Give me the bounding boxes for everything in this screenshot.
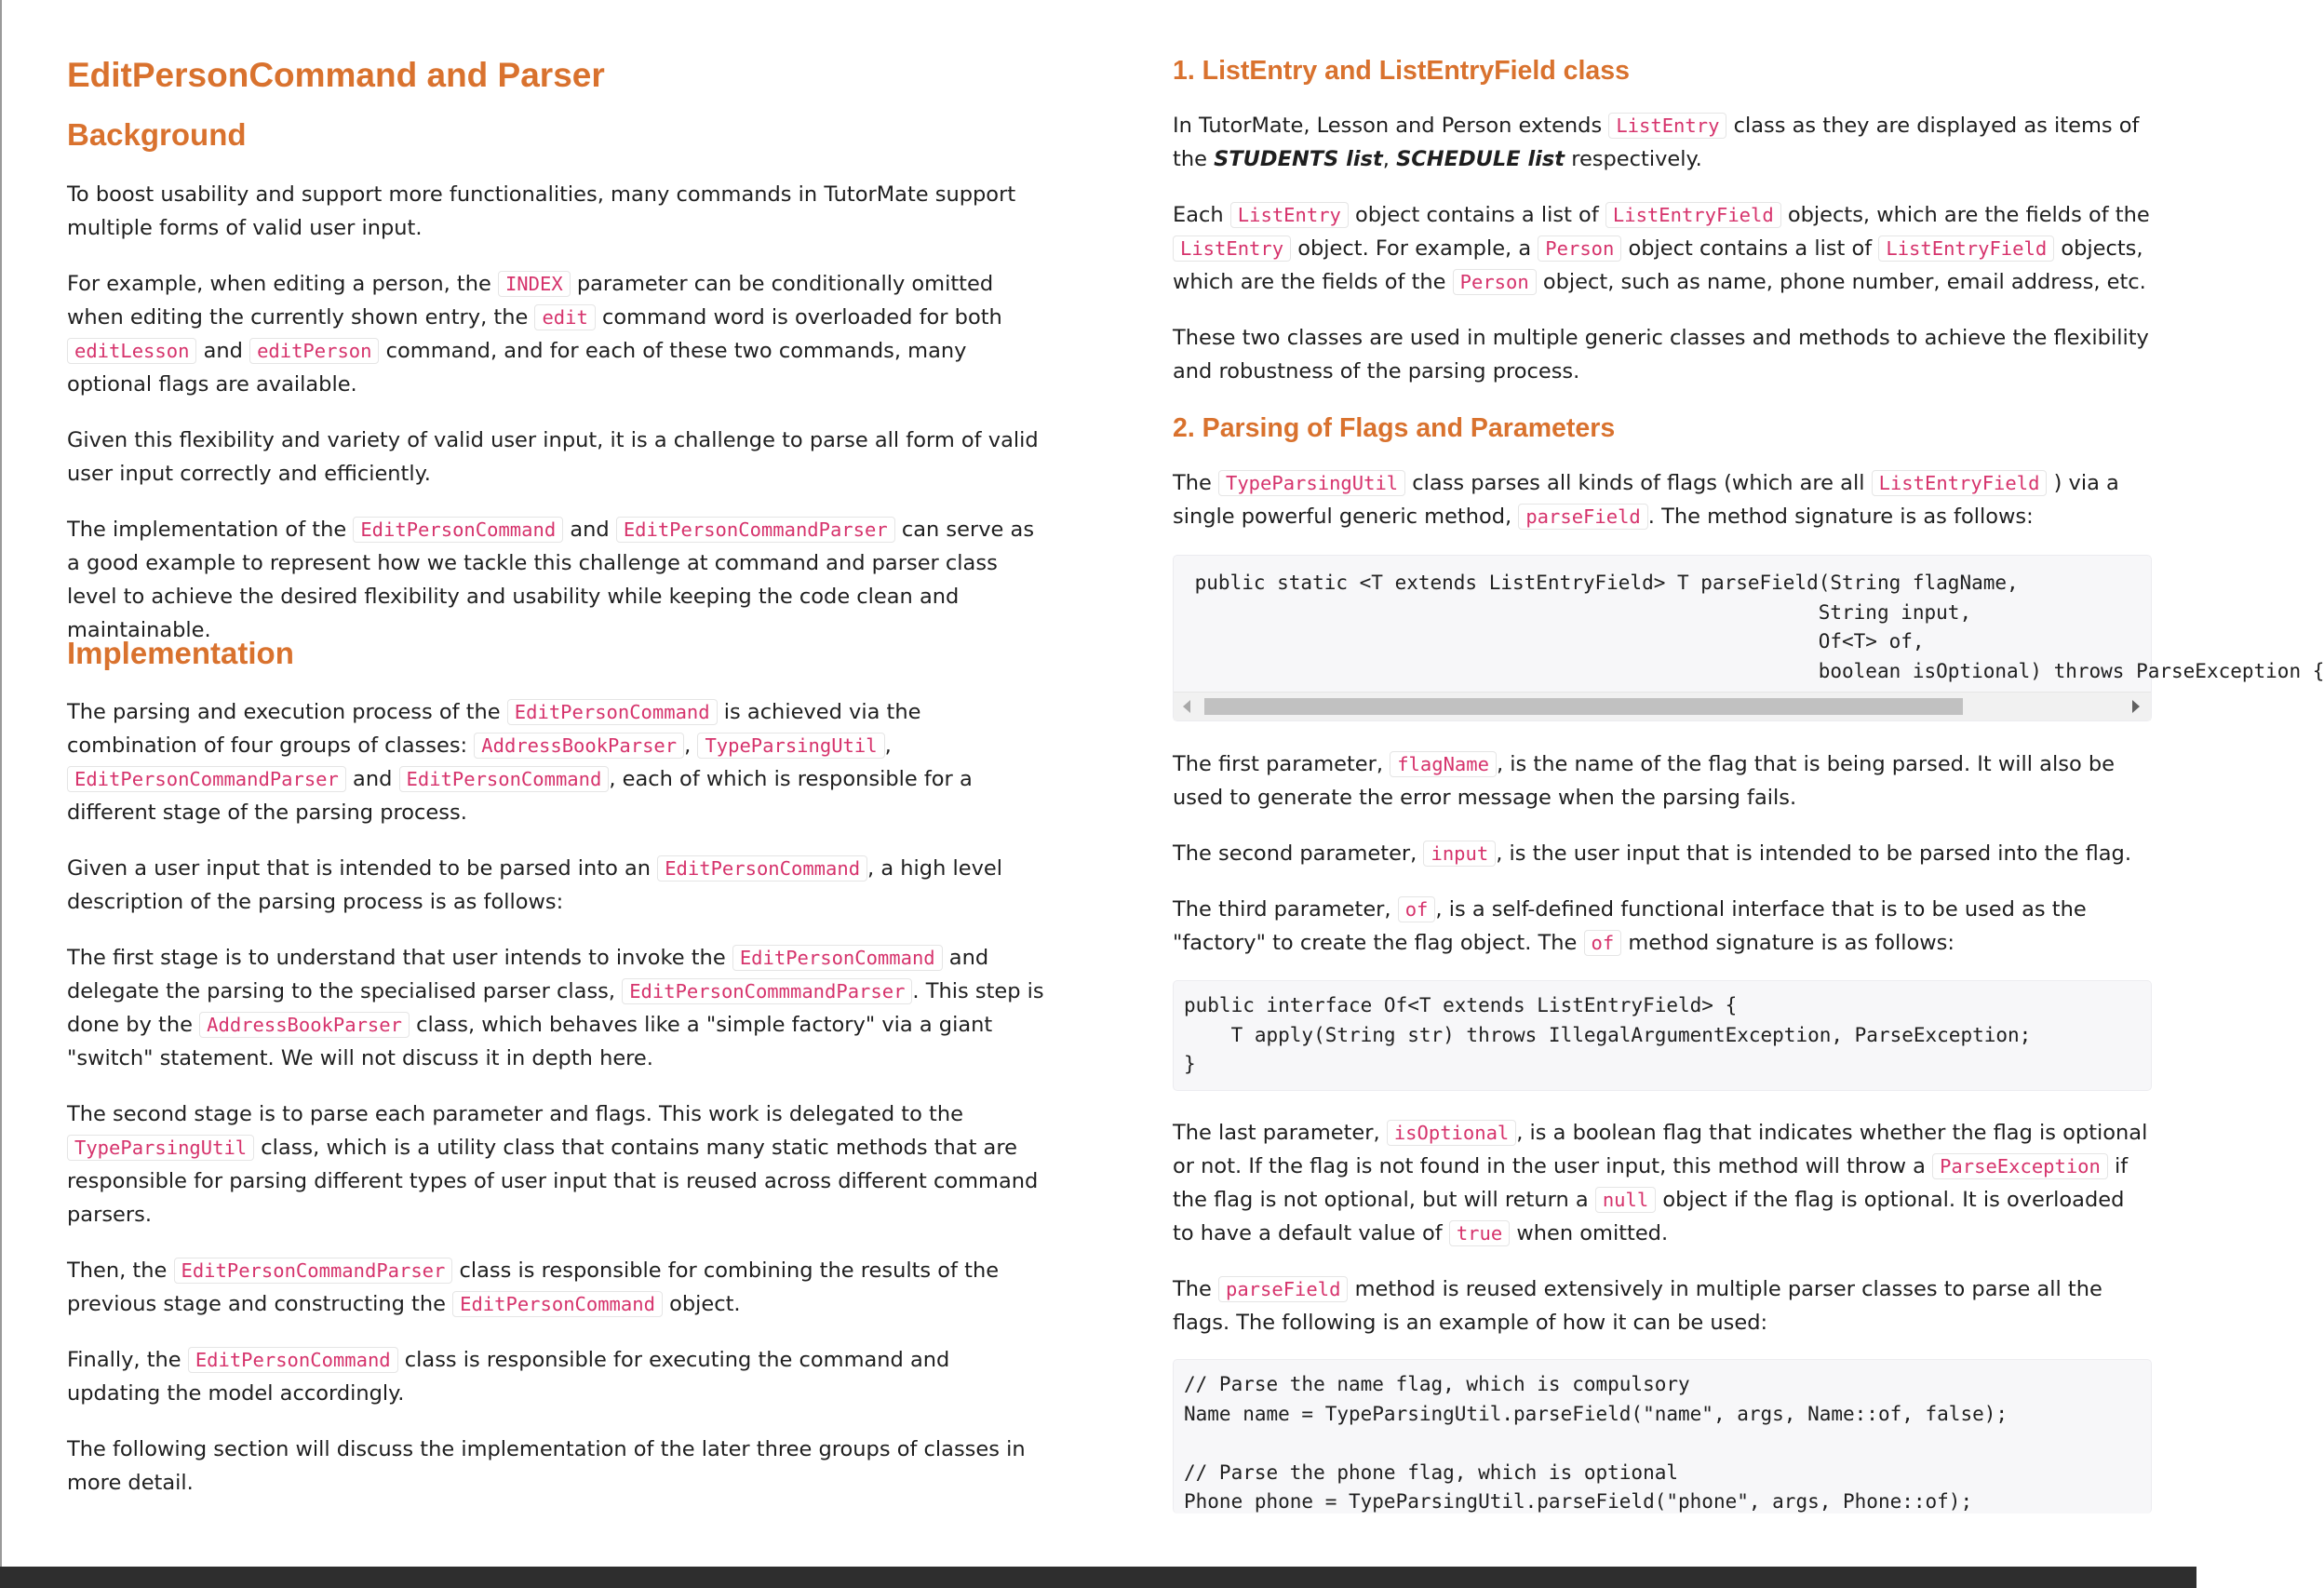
- text-run: . This step is done by the: [67, 979, 1044, 1037]
- code-block-parsefield[interactable]: [1173, 555, 2324, 721]
- inline-code: EditPersonCommand: [399, 766, 610, 792]
- horizontal-scrollbar[interactable]: [1174, 692, 2151, 720]
- inline-code: input: [1423, 841, 1496, 867]
- text-run: The second stage is to parse each parameter and flags. This work is delegated to the: [67, 1102, 963, 1126]
- paragraph: [1173, 1272, 2152, 1339]
- paragraph: [1173, 1116, 2152, 1250]
- text-run: Each: [1173, 203, 1230, 227]
- inline-code: Person: [1453, 269, 1537, 295]
- heading-background: Background: [67, 117, 247, 152]
- inline-code: of: [1584, 930, 1622, 956]
- inline-code: Person: [1538, 236, 1621, 262]
- text-run: , is the user input that is intended to be parsed into the flag.: [1496, 841, 2131, 866]
- text-run: class, which behaves like a "simple factory" via a giant "switch" statement. We will not discuss it in depth here.: [67, 1013, 993, 1070]
- text-run: and: [196, 339, 250, 363]
- text-run: and delegate the parsing to the specialised parser class,: [67, 946, 989, 1003]
- text-run: if the flag is not optional, but will return a: [1173, 1154, 2129, 1212]
- text-run: object. For example, a: [1291, 236, 1538, 261]
- text-run: objects, which are the fields of the: [1780, 203, 2150, 227]
- text-run: , each of which is responsible for a different stage of the parsing process.: [67, 767, 973, 825]
- text-run: object, such as name, phone number, email address, etc.: [1536, 270, 2146, 294]
- inline-code: edit: [534, 304, 595, 330]
- heading-listentry: 1. ListEntry and ListEntryField class: [1173, 56, 1630, 86]
- code-block-of-interface: [1173, 980, 2152, 1091]
- paragraph: [67, 1097, 1046, 1231]
- inline-code: EditPersonCommandParser: [616, 517, 895, 543]
- text-run: . The method signature is as follows:: [1647, 505, 2034, 529]
- paragraph: [1173, 893, 2152, 960]
- text-run: and: [563, 518, 616, 542]
- text-run: For example, when editing a person, the: [67, 272, 498, 296]
- emphasis-text: STUDENTS list: [1214, 147, 1383, 171]
- paragraph: [1173, 198, 2152, 299]
- inline-code: parseField: [1218, 1276, 1348, 1302]
- inline-code: AddressBookParser: [199, 1012, 410, 1038]
- text-run: method signature is as follows:: [1621, 931, 1955, 955]
- text-run: ,: [1382, 147, 1397, 171]
- text-run: when omitted.: [1510, 1221, 1669, 1245]
- paragraph: [67, 1433, 1046, 1500]
- inline-code: TypeParsingUtil: [67, 1135, 254, 1161]
- inline-code: true: [1449, 1220, 1510, 1246]
- inline-code: ListEntryField: [1605, 202, 1781, 228]
- inline-code: EditPersonCommand: [507, 699, 718, 725]
- text-run: command, and for each of these two commands, many optional flags are available.: [67, 339, 967, 397]
- paragraph: [67, 424, 1046, 491]
- text-run: and: [345, 767, 399, 791]
- inline-code: EditPersonCommandParser: [67, 766, 346, 792]
- text-run: class parses all kinds of flags (which are all: [1405, 471, 1872, 495]
- inline-code: editLesson: [67, 338, 196, 364]
- inline-code: EditPersonCommmandParser: [622, 978, 912, 1004]
- text-run: object.: [662, 1292, 741, 1316]
- text-run: class as they are displayed as items of the: [1173, 114, 2140, 171]
- paragraph: [67, 178, 1046, 245]
- inline-code: null: [1595, 1187, 1656, 1213]
- text-run: is achieved via the combination of four groups of classes:: [67, 700, 921, 758]
- text-run: The following section will discuss the implementation of the later three groups of classes in more detail.: [67, 1437, 1026, 1495]
- heading-implementation: Implementation: [67, 636, 294, 670]
- paragraph: [67, 1254, 1046, 1321]
- text-run: The: [1173, 1277, 1218, 1301]
- scroll-right-arrow-icon[interactable]: [2132, 700, 2140, 713]
- text-run: The implementation of the: [67, 518, 354, 542]
- text-run: ,: [884, 733, 892, 758]
- inline-code: EditPersonCommand: [657, 855, 867, 881]
- paragraph: [1173, 466, 2152, 533]
- text-run: object if the flag is optional. It is overloaded to have a default value of: [1173, 1188, 2125, 1245]
- text-run: The: [1173, 471, 1218, 495]
- inline-code: ParseException: [1932, 1153, 2108, 1179]
- text-run: respectively.: [1565, 147, 1702, 171]
- text-run: Then, the: [67, 1258, 174, 1283]
- text-run: The third parameter,: [1173, 897, 1398, 922]
- inline-code: parseField: [1518, 504, 1647, 530]
- text-run: objects, which are the fields of the: [1173, 236, 2143, 294]
- bottom-panel-bar: [0, 1567, 2196, 1588]
- text-run: The second parameter,: [1173, 841, 1424, 866]
- window-left-border: [0, 0, 2, 1567]
- paragraph: [67, 513, 1046, 647]
- inline-code: EditPersonCommandParser: [174, 1258, 453, 1284]
- inline-code: ListEntry: [1230, 202, 1349, 228]
- inline-code: INDEX: [498, 271, 571, 297]
- text-run: The first parameter,: [1173, 752, 1390, 776]
- paragraph: [67, 1343, 1046, 1410]
- paragraph: [67, 852, 1046, 919]
- text-run: , is a self-defined functional interface that is to be used as the "factory" to create the flag object. The: [1173, 897, 2087, 955]
- text-run: class is responsible for executing the command and updating the model accordingly.: [67, 1348, 950, 1406]
- paragraph: [67, 941, 1046, 1075]
- inline-code: of: [1398, 896, 1436, 922]
- text-run: The first stage is to understand that user intends to invoke the: [67, 946, 732, 970]
- text-run: class is responsible for combining the results of the previous stage and constructing the: [67, 1258, 1000, 1316]
- code-block-example: [1173, 1359, 2152, 1514]
- inline-code: ListEntry: [1608, 113, 1726, 139]
- inline-code: flagName: [1390, 751, 1497, 777]
- inline-code: AddressBookParser: [474, 733, 684, 759]
- inline-code: EditPersonCommand: [188, 1347, 398, 1373]
- page-title: EditPersonCommand and Parser: [67, 56, 605, 94]
- inline-code: ListEntry: [1173, 236, 1291, 262]
- text-run: To boost usability and support more functionalities, many commands in TutorMate support multiple forms of valid user input.: [67, 182, 1016, 240]
- code-text: public static <T extends ListEntryField> T parseField(String flagName, String input, Of<T> of, boolean isOptional) throws ParseException {: [1194, 572, 2324, 682]
- inline-code: EditPersonCommand: [732, 945, 943, 971]
- text-run: , is a boolean flag that indicates whether the flag is optional or not. If the flag is not found in the user input, this method will throw a: [1173, 1121, 2148, 1178]
- inline-code: EditPersonCommand: [353, 517, 563, 543]
- text-run: The parsing and execution process of the: [67, 700, 507, 724]
- text-run: can serve as a good example to represent how we tackle this challenge at command and parser class level to achieve the desired flexibility and usability while keeping the code clean and maintainable.: [67, 518, 1035, 642]
- text-run: command word is overloaded for both: [595, 305, 1002, 330]
- text-run: Given this flexibility and variety of valid user input, it is a challenge to parse all form of valid user input correctly and efficiently.: [67, 428, 1039, 486]
- code-text: // Parse the name flag, which is compulsory Name name = TypeParsingUtil.parseField("name", args, Name::of, false); // Parse the phone flag, which is optional Phone phone = TypeParsingUtil.parseField("phone", args, Phone::of);: [1184, 1373, 2008, 1513]
- inline-code: EditPersonCommand: [452, 1291, 663, 1317]
- text-run: Finally, the: [67, 1348, 188, 1372]
- scroll-left-arrow-icon[interactable]: [1183, 700, 1190, 713]
- text-run: Given a user input that is intended to be parsed into an: [67, 856, 658, 881]
- text-run: The last parameter,: [1173, 1121, 1387, 1145]
- paragraph: [1173, 109, 2152, 176]
- inline-code: isOptional: [1387, 1120, 1516, 1146]
- text-run: object contains a list of: [1348, 203, 1605, 227]
- text-run: method is reused extensively in multiple parser classes to parse all the flags. The following is an example of how it can be used:: [1173, 1277, 2102, 1335]
- text-run: ,: [684, 733, 698, 758]
- paragraph: [67, 267, 1046, 401]
- inline-code: ListEntryField: [1878, 236, 2054, 262]
- code-text: public interface Of<T extends ListEntryField> { T apply(String str) throws IllegalArgumentException, ParseException; }: [1184, 994, 2032, 1075]
- inline-code: TypeParsingUtil: [697, 733, 884, 759]
- emphasis-text: SCHEDULE list: [1396, 147, 1565, 171]
- paragraph: [67, 695, 1046, 829]
- text-run: , a high level description of the parsing process is as follows:: [67, 856, 1003, 914]
- paragraph: [1173, 321, 2152, 388]
- scrollbar-thumb[interactable]: [1204, 698, 1963, 715]
- inline-code: ListEntryField: [1872, 470, 2048, 496]
- text-run: parameter can be conditionally omitted when editing the currently shown entry, the: [67, 272, 994, 330]
- inline-code: editPerson: [249, 338, 379, 364]
- text-run: , is the name of the flag that is being parsed. It will also be used to generate the error message when the parsing fails.: [1173, 752, 2115, 810]
- inline-code: TypeParsingUtil: [1218, 470, 1405, 496]
- text-run: ) via a single powerful generic method,: [1173, 471, 2119, 529]
- paragraph: [1173, 837, 2152, 870]
- text-run: These two classes are used in multiple generic classes and methods to achieve the flexibility and robustness of the parsing process.: [1173, 326, 2149, 384]
- text-run: class, which is a utility class that contains many static methods that are responsible for parsing different types of user input that is reused across different command parsers.: [67, 1136, 1039, 1227]
- heading-parsing: 2. Parsing of Flags and Parameters: [1173, 413, 1616, 443]
- paragraph: [1173, 747, 2152, 814]
- text-run: In TutorMate, Lesson and Person extends: [1173, 114, 1609, 138]
- text-run: object contains a list of: [1621, 236, 1879, 261]
